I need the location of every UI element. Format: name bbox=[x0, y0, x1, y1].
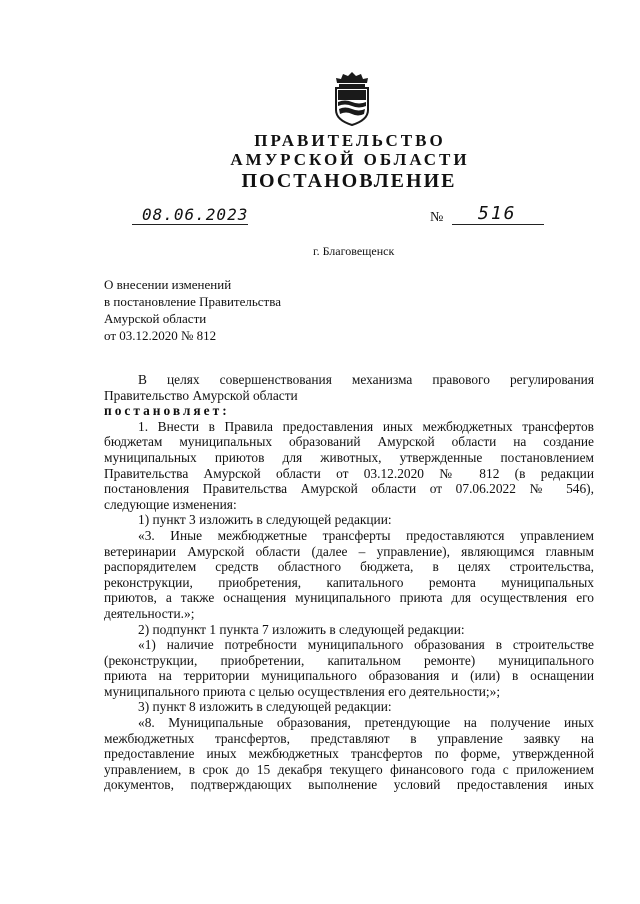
document-number: 516 bbox=[478, 203, 517, 224]
document-type-title: ПОСТАНОВЛЕНИЕ bbox=[241, 170, 457, 192]
body-line: «8. Муниципальные образования, претендующие на получение иных bbox=[138, 715, 594, 731]
body-line: управлением, в срок до 15 декабря текущего финансового года с приложением bbox=[104, 761, 594, 777]
body-line: реконструкции, приобретения, капитального ремонта муниципальных bbox=[104, 574, 594, 590]
body-line: муниципального приюта с целью осуществления его деятельности;»; bbox=[104, 683, 501, 699]
body-line: следующие изменения: bbox=[104, 496, 237, 512]
subject-line: в постановление Правительства bbox=[104, 294, 281, 309]
body-line: постановления Правительства Амурской области от 07.06.2022 № 546), bbox=[104, 481, 594, 497]
date-underline bbox=[132, 224, 248, 225]
body-line: деятельности.»; bbox=[104, 605, 195, 621]
subject-line: Амурской области bbox=[104, 311, 207, 326]
document-body bbox=[104, 372, 594, 793]
body-line: приюта на территории муниципального образования и (или) в оснащении bbox=[104, 668, 594, 684]
body-line: В целях совершенствования механизма правового регулирования bbox=[138, 372, 594, 387]
body-line: ветеринарии Амурской области (далее – управление), являющимся главным bbox=[104, 543, 594, 559]
body-line: 1) пункт 3 изложить в следующей редакции: bbox=[138, 512, 392, 528]
body-line: бюджетам муниципальных образований Амурской области на создание bbox=[104, 434, 594, 450]
document-date: 08.06.2023 bbox=[142, 205, 249, 224]
government-name-line1: ПРАВИТЕЛЬСТВО bbox=[254, 131, 446, 150]
body-line: Правительства Амурской области от 03.12.2020 № 812 (в редакции bbox=[104, 465, 594, 481]
body-line: приютов, а также оснащения муниципального приюта для осуществления его bbox=[104, 590, 594, 606]
body-line: муниципальных приютов для животных, утвержденные постановлением bbox=[104, 449, 594, 465]
body-line: «3. Иные межбюджетные трансферты предоставляются управлением bbox=[138, 527, 594, 543]
body-line: документов, подтверждающих выполнение условий предоставления иных bbox=[104, 777, 594, 793]
body-line: межбюджетных трансфертов, представляют в управление заявку на bbox=[104, 730, 594, 746]
body-line: Правительство Амурской области bbox=[104, 387, 298, 403]
subject-line: О внесении изменений bbox=[104, 277, 232, 292]
body-line: 3) пункт 8 изложить в следующей редакции: bbox=[138, 699, 392, 715]
body-line: распорядителем средств областного бюджета, в целях строительства, bbox=[104, 559, 594, 575]
number-sign: № bbox=[430, 210, 444, 225]
resolution-word: постановляет: bbox=[104, 403, 230, 419]
amur-oblast-coat-of-arms-icon bbox=[330, 70, 374, 126]
number-underline bbox=[452, 224, 544, 225]
body-line: 1. Внести в Правила предоставления иных межбюджетных трансфертов bbox=[138, 418, 594, 434]
body-line: предоставление иных межбюджетных трансфертов по форме, утвержденной bbox=[104, 746, 594, 762]
document-subject bbox=[104, 276, 281, 344]
body-line: (реконструкции, приобретении, капитальном ремонте) муниципального bbox=[104, 652, 594, 668]
body-line: «1) наличие потребности муниципального образования в строительстве bbox=[138, 637, 594, 653]
subject-line: от 03.12.2020 № 812 bbox=[104, 328, 217, 343]
body-line: 2) подпункт 1 пункта 7 изложить в следующей редакции: bbox=[138, 621, 465, 637]
government-name-line2: АМУРСКОЙ ОБЛАСТИ bbox=[230, 150, 470, 169]
city-name: г. Благовещенск bbox=[313, 244, 395, 258]
